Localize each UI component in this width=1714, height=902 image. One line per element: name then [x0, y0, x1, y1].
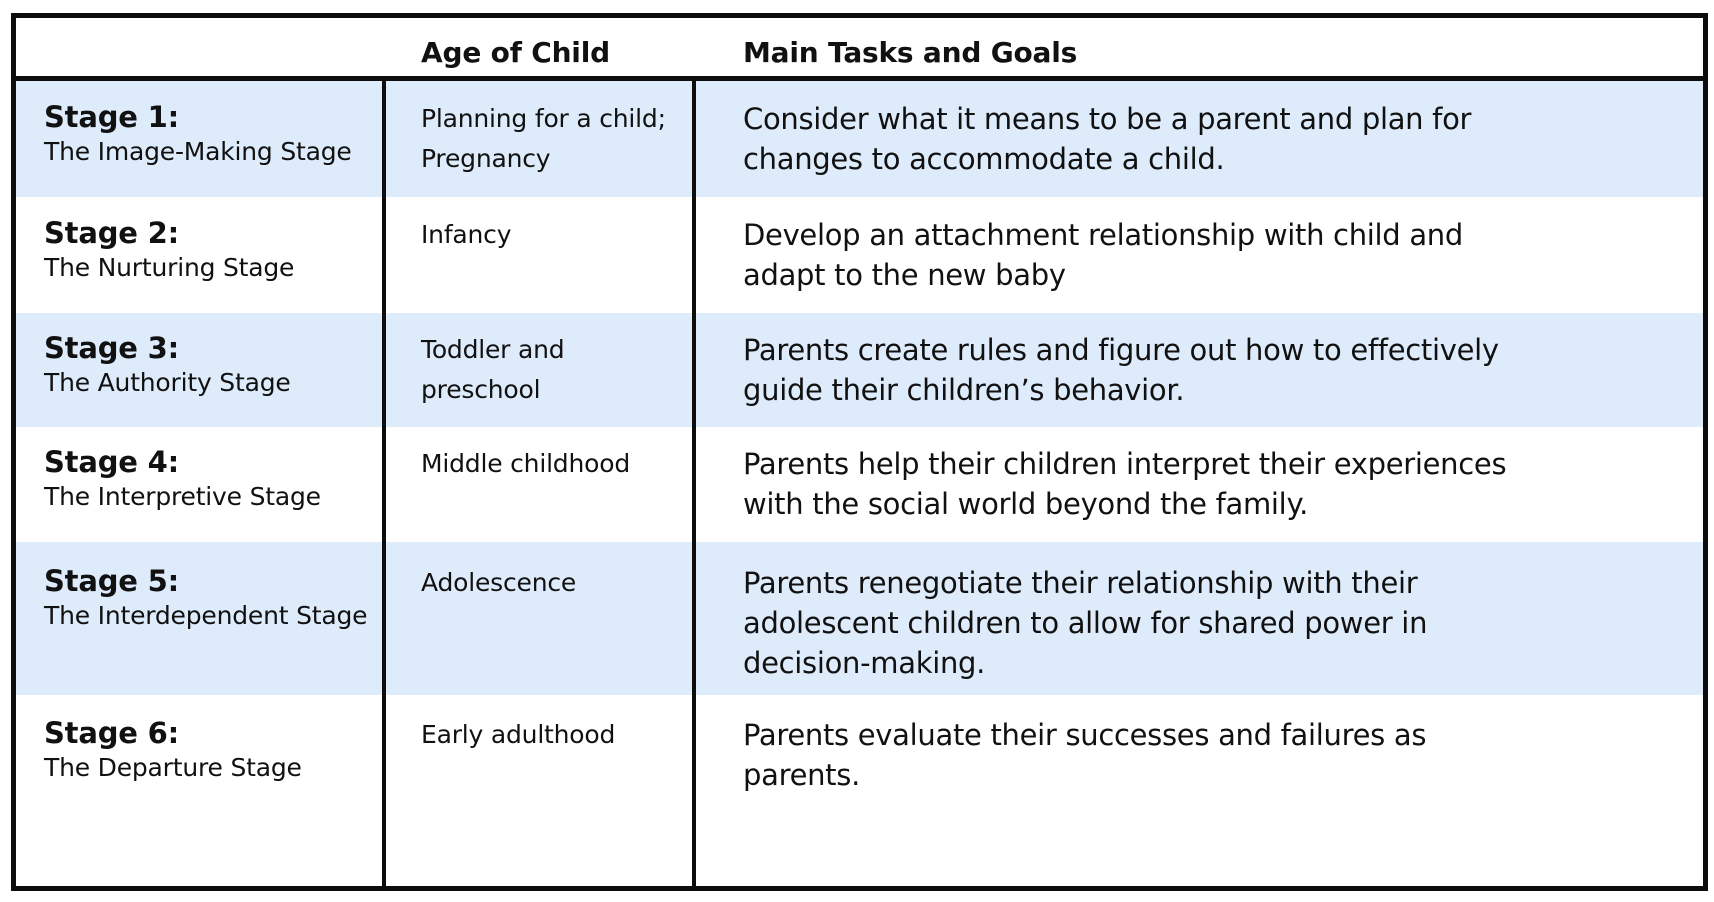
stage-name: The Authority Stage [44, 368, 291, 397]
header-main-tasks-goals: Main Tasks and Goals [743, 36, 1078, 69]
stage-cell [44, 99, 352, 169]
stage-name: The Image-Making Stage [44, 137, 352, 166]
goals-cell: Consider what it means to be a parent and plan for changes to accommodate a child. [743, 102, 1472, 176]
stage-cell [44, 715, 302, 785]
table-row-stage-6 [16, 695, 1703, 886]
stage-title: Stage 2: [44, 216, 180, 250]
age-cell: Middle childhood [421, 449, 630, 478]
stage-cell [44, 330, 291, 400]
age-cell: Toddler and preschool [421, 335, 565, 404]
stage-cell [44, 215, 294, 285]
table-row-stage-2 [16, 197, 1703, 313]
stage-title: Stage 6: [44, 716, 180, 750]
header-age-of-child: Age of Child [421, 36, 610, 69]
stage-name: The Nurturing Stage [44, 253, 295, 282]
table-row-stage-5 [16, 542, 1703, 695]
table-row-stage-4 [16, 427, 1703, 542]
goals-cell: Parents help their children interpret their experiences with the social world beyond the family. [743, 447, 1507, 521]
stage-title: Stage 4: [44, 445, 180, 479]
stage-name: The Interdependent Stage [44, 601, 368, 630]
column-divider-left [382, 81, 386, 886]
column-divider-right [692, 81, 696, 886]
goals-cell: Parents evaluate their successes and failures as parents. [743, 718, 1427, 792]
goals-cell: Parents create rules and figure out how to effectively guide their children’s behavior. [743, 333, 1499, 407]
age-cell: Adolescence [421, 568, 577, 597]
age-cell: Infancy [421, 220, 512, 249]
table-header-row [16, 18, 1703, 81]
stage-title: Stage 1: [44, 100, 180, 134]
goals-cell: Parents renegotiate their relationship with their adolescent children to allow for shared power in decision-making. [743, 566, 1428, 680]
parenting-stages-table [11, 13, 1708, 891]
stage-name: The Departure Stage [44, 753, 302, 782]
stage-cell [44, 563, 367, 633]
stage-name: The Interpretive Stage [44, 482, 321, 511]
stage-title: Stage 3: [44, 331, 180, 365]
stage-title: Stage 5: [44, 564, 180, 598]
table-row-stage-3 [16, 313, 1703, 427]
age-cell: Early adulthood [421, 720, 616, 749]
age-cell: Planning for a child; Pregnancy [421, 104, 666, 173]
table-row-stage-1 [16, 81, 1703, 197]
goals-cell: Develop an attachment relationship with child and adapt to the new baby [743, 218, 1463, 292]
stage-cell [44, 444, 321, 514]
